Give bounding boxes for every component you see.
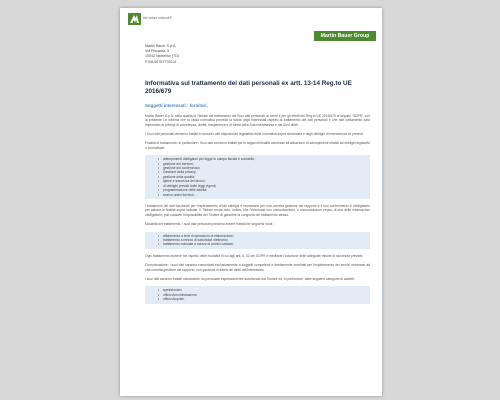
paragraph: Modalità del trattamento. I suoi dati personali potranno essere trattati nei seguenti modi: [145, 222, 274, 227]
document-body [145, 80, 370, 309]
list-item: • programmazione delle attività; [163, 188, 370, 192]
methods-list [145, 232, 370, 249]
list-item: • gestione della qualità; [163, 175, 370, 179]
list-item: • adempimenti obbligatori per legge in campo fiscale e contabile; [163, 157, 370, 161]
paragraph: Comunicazione: i suoi dati saranno comunicati esclusivamente a soggetti competenti e debitamente nominati per l'espletamento dei servizi necessari ad una corretta gestione del rapporto, con garanzia di tutela dei diritti dell'interessato. [145, 263, 370, 272]
paragraph: I Suoi dati personali verranno trattati in accordo alle disposizioni legislative della normativa sopra richiamata e degli obblighi di riservatezza ivi previsti. [145, 132, 364, 137]
paragraph: Finalità di trattamento: in particolare i Suoi dati verranno trattati per le seguenti finalità connesse all'attuazione di adempimenti relativi ad obblighi legislativi o contrattuali: [145, 141, 370, 150]
address-line: 10042 Nichelino (TO) [145, 54, 180, 59]
list-item: • igiene e sicurezza del lavoro; [163, 179, 370, 183]
martin-bauer-logo-icon [128, 13, 141, 25]
list-item: • gestione del contenzioso; [163, 166, 370, 170]
brand-name-badge: Martin Bauer Group [314, 31, 376, 41]
list-item: • ufficio Acquisti. [163, 297, 370, 301]
staff-categories-list [145, 286, 370, 303]
address-line: Via Piscarea, 5 [145, 49, 170, 54]
list-item: • affidamento a terzi di operazioni di elaborazione; [163, 234, 370, 238]
purposes-list [145, 155, 370, 199]
address-line: Martin Bauer S.p.A. [145, 44, 177, 48]
document-title: Informativa sul trattamento dei dati personali ex artt. 13-14 Reg.to UE 2016/679 [145, 80, 352, 96]
list-item: • gestione dei fornitori; [163, 162, 370, 166]
document-subtitle: Soggetti interessati : fornitori. [145, 102, 208, 108]
list-item: • ufficio Amministrazione; [163, 293, 370, 297]
list-item: • di obblighi previsti dalle leggi vigenti; [163, 184, 370, 188]
list-item: • Gestione della privacy; [163, 170, 370, 174]
brand-tagline: the nature network® [143, 16, 172, 20]
paragraph: I suoi dati saranno trattati unicamente da personale espressamente autorizzato dal Titolare ed, in particolare, dalle seguenti categorie di addetti: [145, 276, 355, 281]
document-page [120, 8, 382, 396]
paragraph: I trattamenti dei dati funzionali per l'espletamento di tali obblighi è necessario per una corretta gestione del rapporto e il loro conferimento è obbligatorio per attuare le finalità sopra indicate. Il Titolare rende noto, inoltre, che l'eventuale non comunicazione, o comunicazione errata, di una delle informazioni obbligatorie, può causare l'impossibilità del Titolare di garantire la congruità del trattamento stesso. [145, 203, 370, 217]
list-item: • spedizionieri; [163, 288, 370, 292]
list-item: • trattamento a mezzo di calcolatori elettronici; [163, 238, 370, 242]
paragraph: Ogni trattamento avviene nel rispetto delle modalità di cui agli artt. 6, 32 del GDPR e mediante l'adozione delle adeguate misure di sicurezza previste. [145, 253, 364, 258]
paragraph: Martin Bauer S.p.A. nella qualità di Titolare del trattamento dei Suoi dati personali, ai sensi e per gli effetti del Reg.to UE 2016/679 di seguito 'GDPR', con la presente La informa che la citata normativa prevede la tutela degli interessati rispetto al trattamento dei dati personali e che tale trattamento sarà improntato ai principi di correttezza, liceità, trasparenza e di tutela della Sua riservatezza e dei Suoi diritti. [145, 113, 370, 127]
list-item: • storico ordini fornitori. [163, 193, 370, 197]
company-address [145, 44, 179, 65]
list-item: • trattamento manuale a mezzo di archivi cartacei. [163, 242, 370, 246]
address-line: P.IVA 06751770014 [145, 59, 177, 64]
